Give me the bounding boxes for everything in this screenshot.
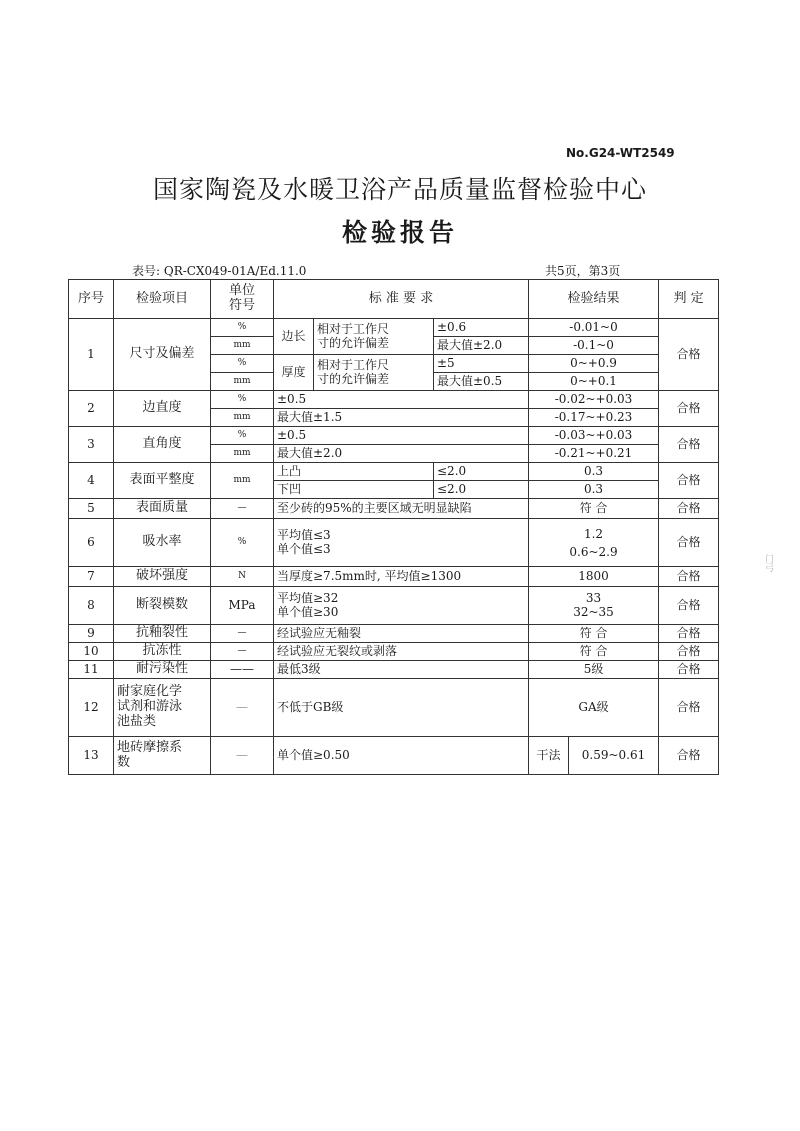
row-judge: 合格 xyxy=(659,737,719,775)
row-result: -0.03~+0.03 xyxy=(529,427,659,445)
row-requirement: 平均值≤3 单个值≤3 xyxy=(274,519,529,567)
row-unit: % xyxy=(211,391,274,409)
row-result: 符 合 xyxy=(529,643,659,661)
row-requirement: ±0.5 xyxy=(274,427,529,445)
row-requirement: ±5 xyxy=(434,355,529,373)
row-result: 0.59~0.61 xyxy=(569,737,659,775)
table-row xyxy=(69,499,719,519)
row-no: 7 xyxy=(69,567,114,587)
table-row xyxy=(69,661,719,679)
flatness-sub-label: 下凹 xyxy=(274,481,434,499)
row-unit: % xyxy=(211,355,274,373)
row-unit: — xyxy=(211,625,274,643)
row-no: 8 xyxy=(69,587,114,625)
row-item: 抗冻性 xyxy=(114,643,211,661)
report-number: No.G24-WT2549 xyxy=(566,146,675,160)
inspection-table xyxy=(68,279,719,775)
row-no: 10 xyxy=(69,643,114,661)
row-requirement: 最大值±1.5 xyxy=(274,409,529,427)
row-judge: 合格 xyxy=(659,391,719,427)
row-item: 表面平整度 xyxy=(114,463,211,499)
row-judge: 合格 xyxy=(659,661,719,679)
row-unit: — xyxy=(211,643,274,661)
row-judge: 合格 xyxy=(659,587,719,625)
row-judge: 合格 xyxy=(659,463,719,499)
row-item: 破坏强度 xyxy=(114,567,211,587)
row-judge: 合格 xyxy=(659,427,719,463)
row-item: 尺寸及偏差 xyxy=(114,319,211,391)
row-judge: 合格 xyxy=(659,499,719,519)
row-unit: % xyxy=(211,519,274,567)
row-item: 抗釉裂性 xyxy=(114,625,211,643)
row-requirement: 经试验应无裂纹或剥落 xyxy=(274,643,529,661)
row-unit: — xyxy=(211,737,274,775)
table-row xyxy=(69,737,719,775)
row-requirement: ≤2.0 xyxy=(434,463,529,481)
row-requirement: 最大值±2.0 xyxy=(274,445,529,463)
row-result: -0.21~+0.21 xyxy=(529,445,659,463)
row-result: 符 合 xyxy=(529,625,659,643)
row-requirement: ±0.5 xyxy=(274,391,529,409)
row-result: 5级 xyxy=(529,661,659,679)
organization-title: 国家陶瓷及水暖卫浴产品质量监督检验中心 xyxy=(152,175,647,204)
table-row xyxy=(69,587,719,625)
row-result: -0.1~0 xyxy=(529,337,659,355)
thickness-label: 厚度 xyxy=(274,355,314,391)
page-info: 共5页，第3页 xyxy=(545,264,621,278)
row-unit: mm xyxy=(211,409,274,427)
document-title: 检验报告 xyxy=(341,218,458,247)
row-judge: 合格 xyxy=(659,679,719,737)
form-number: 表号: QR-CX049-01A/Ed.11.0 xyxy=(132,264,307,278)
row-judge: 合格 xyxy=(659,319,719,391)
row-no: 3 xyxy=(69,427,114,463)
row-no: 4 xyxy=(69,463,114,499)
row-unit: MPa xyxy=(211,587,274,625)
row-item: 表面质量 xyxy=(114,499,211,519)
row-requirement: 不低于GB级 xyxy=(274,679,529,737)
row-judge: 合格 xyxy=(659,643,719,661)
row-judge: 合格 xyxy=(659,519,719,567)
row-unit: mm xyxy=(211,337,274,355)
table-row xyxy=(69,567,719,587)
table-row xyxy=(69,679,719,737)
margin-mark: 门 弓 xyxy=(765,555,775,574)
row-unit: N xyxy=(211,567,274,587)
table-header-row xyxy=(69,280,719,319)
flatness-sub-label: 上凸 xyxy=(274,463,434,481)
row-result: GA级 xyxy=(529,679,659,737)
row-result: 1.2 0.6~2.9 xyxy=(529,519,659,567)
relative-deviation-label: 相对于工作尺 寸的允许偏差 xyxy=(314,355,434,391)
row-no: 6 xyxy=(69,519,114,567)
row-item: 吸水率 xyxy=(114,519,211,567)
header-result: 检验结果 xyxy=(529,280,659,319)
row-no: 2 xyxy=(69,391,114,427)
row-result: 0~+0.9 xyxy=(529,355,659,373)
row-item: 直角度 xyxy=(114,427,211,463)
row-requirement: ≤2.0 xyxy=(434,481,529,499)
row-no: 1 xyxy=(69,319,114,391)
header-item: 检验项目 xyxy=(114,280,211,319)
row-no: 13 xyxy=(69,737,114,775)
row-result: 1800 xyxy=(529,567,659,587)
row-result: 0~+0.1 xyxy=(529,373,659,391)
row-judge: 合格 xyxy=(659,625,719,643)
row-requirement: 当厚度≥7.5mm时, 平均值≥1300 xyxy=(274,567,529,587)
test-method: 干法 xyxy=(529,737,569,775)
table-row xyxy=(69,427,719,445)
row-judge: 合格 xyxy=(659,567,719,587)
row-unit: — xyxy=(211,499,274,519)
row-result: 33 32~35 xyxy=(529,587,659,625)
row-unit: % xyxy=(211,319,274,337)
relative-deviation-label: 相对于工作尺 寸的允许偏差 xyxy=(314,319,434,355)
header-unit: 单位 符号 xyxy=(211,280,274,319)
edge-length-label: 边长 xyxy=(274,319,314,355)
header-standard: 标 准 要 求 xyxy=(274,280,529,319)
row-no: 12 xyxy=(69,679,114,737)
table-row xyxy=(69,643,719,661)
table-row xyxy=(69,319,719,337)
row-no: 11 xyxy=(69,661,114,679)
table-row xyxy=(69,625,719,643)
table-row xyxy=(69,391,719,409)
row-requirement: ±0.6 xyxy=(434,319,529,337)
header-judge: 判 定 xyxy=(659,280,719,319)
row-item: 耐污染性 xyxy=(114,661,211,679)
row-requirement: 最低3级 xyxy=(274,661,529,679)
row-unit: — xyxy=(211,679,274,737)
row-requirement: 最大值±2.0 xyxy=(434,337,529,355)
header-no: 序号 xyxy=(69,280,114,319)
row-requirement: 经试验应无釉裂 xyxy=(274,625,529,643)
row-requirement: 单个值≥0.50 xyxy=(274,737,529,775)
row-item: 耐家庭化学 试剂和游泳 池盐类 xyxy=(114,679,211,737)
row-no: 9 xyxy=(69,625,114,643)
row-result: -0.01~0 xyxy=(529,319,659,337)
row-result: 符 合 xyxy=(529,499,659,519)
row-unit: mm xyxy=(211,445,274,463)
row-item: 断裂模数 xyxy=(114,587,211,625)
row-unit: mm xyxy=(211,463,274,499)
row-result: -0.02~+0.03 xyxy=(529,391,659,409)
row-unit: —— xyxy=(211,661,274,679)
row-no: 5 xyxy=(69,499,114,519)
row-result: 0.3 xyxy=(529,481,659,499)
row-result: -0.17~+0.23 xyxy=(529,409,659,427)
row-requirement: 至少砖的95%的主要区域无明显缺陷 xyxy=(274,499,529,519)
table-row xyxy=(69,463,719,481)
row-requirement: 平均值≥32 单个值≥30 xyxy=(274,587,529,625)
row-requirement: 最大值±0.5 xyxy=(434,373,529,391)
table-row xyxy=(69,519,719,567)
row-unit: mm xyxy=(211,373,274,391)
row-unit: % xyxy=(211,427,274,445)
row-item: 地砖摩擦系 数 xyxy=(114,737,211,775)
row-result: 0.3 xyxy=(529,463,659,481)
row-item: 边直度 xyxy=(114,391,211,427)
